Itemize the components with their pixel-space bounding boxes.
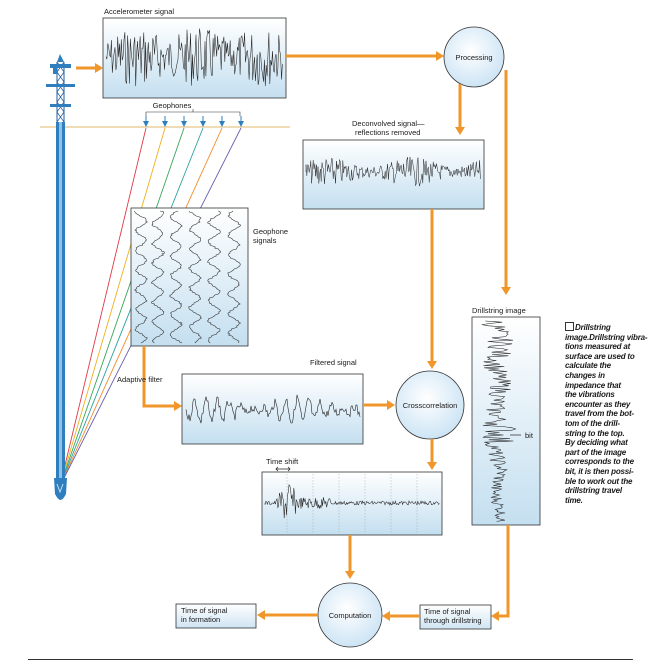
deconvolved-label-line1: Deconvolved signal—	[352, 119, 425, 128]
geophone-icon	[219, 121, 225, 127]
processing-label: Processing	[455, 53, 493, 62]
filtered-signal-label: Filtered signal	[310, 358, 357, 367]
arrow-drillstring-image-to-time	[498, 525, 508, 616]
geophone-icon	[162, 121, 168, 127]
time-in-formation-line1: Time of signal	[181, 606, 228, 615]
caption-bullet-icon	[565, 322, 574, 331]
accelerometer-signal-label: Accelerometer signal	[104, 7, 175, 16]
caption-title: Drillstring image.	[565, 323, 611, 342]
geophones-bracket	[146, 109, 240, 116]
drillstring-image-label: Drillstring image	[472, 306, 526, 315]
geophone-icon	[143, 121, 149, 127]
bit-label: bit	[525, 431, 533, 440]
adaptive-filter-label: Adaptive filter	[117, 375, 163, 384]
time-shift-marker-icon	[276, 467, 290, 471]
geophone-icon	[238, 121, 244, 127]
geophone-icon	[181, 121, 187, 127]
geophones-label: Geophones	[152, 101, 192, 110]
time-in-formation-line2: in formation	[181, 615, 221, 624]
bottom-rule	[28, 659, 633, 660]
time-through-drillstring-line2: through drillstring	[424, 616, 482, 625]
drillstring-image-caption	[565, 322, 657, 505]
time-shift-label: Time shift	[266, 457, 299, 466]
drillstring	[54, 122, 67, 500]
crosscorrelation-label: Crosscorrelation	[402, 401, 458, 410]
deconvolved-label-line2: reflections removed	[355, 128, 421, 137]
time-through-drillstring-line1: Time of signal	[424, 607, 471, 616]
time-shift-panel	[262, 472, 442, 535]
geophones	[143, 116, 244, 127]
drillstring-image-panel	[472, 317, 540, 525]
geophone-signals-label-line2: signals	[253, 236, 277, 245]
computation-label: Computation	[328, 611, 372, 620]
geophone-signals-panel	[131, 208, 248, 346]
caption-text: Drillstring vibra- tions measured at surface are used to calculate the changes in impedance that the vibrations encounter as they travel from the bot- tom of the drill- string to the top. By deciding what part of the image corresponds to the bit, it is then possi- ble to work out the drillstring travel time.	[565, 332, 648, 505]
geophone-signals-label-line1: Geophone	[253, 227, 289, 236]
geophone-icon	[200, 121, 206, 127]
